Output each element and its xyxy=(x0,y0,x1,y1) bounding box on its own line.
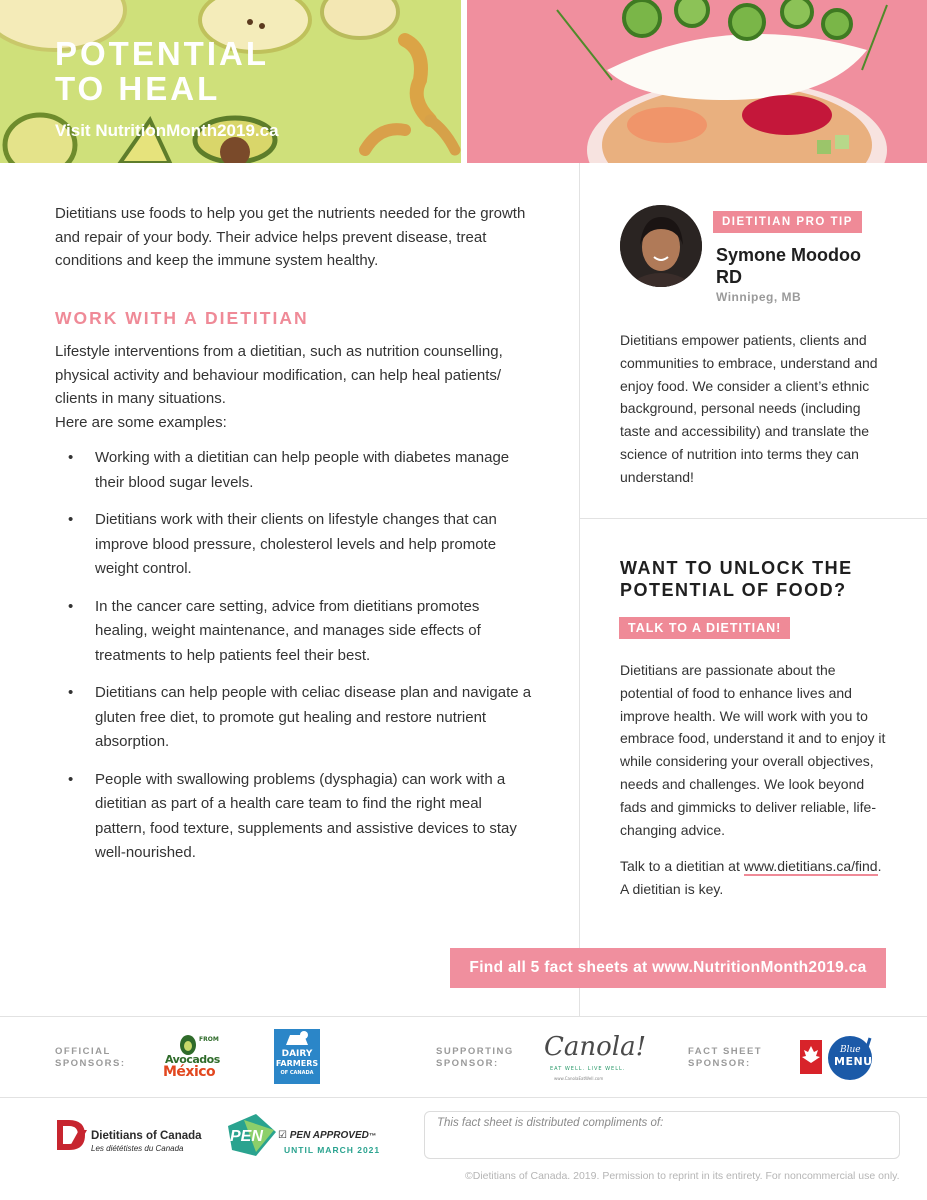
copyright-notice: ©Dietitians of Canada. 2019. Permission to reprint in its entirety. For noncommercial use only. xyxy=(465,1170,900,1182)
bullet-icon: • xyxy=(68,684,74,701)
work-section-paragraph: Lifestyle interventions from a dietitian, such as nutrition counselling, physical activity and behaviour modification, can help heal patients/ clients in many situations. xyxy=(55,343,503,407)
blue-menu-line-2: MENU xyxy=(834,1055,873,1068)
hero-banner xyxy=(0,0,927,163)
pen-logo xyxy=(226,1112,276,1163)
list-item xyxy=(55,595,535,669)
fact-sheet-sponsor-label-line-1: FACT SHEET xyxy=(688,1046,763,1057)
work-with-dietitian-heading: WORK WITH A DIETITIAN xyxy=(55,308,309,328)
pen-approved-label xyxy=(278,1130,376,1141)
list-item-text: People with swallowing problems (dysphagia) can work with a dietitian as part of a health care team to find the right meal pattern, food texture, supplements and assistive devices to stay well-nourished. xyxy=(95,770,517,861)
list-item xyxy=(55,446,535,495)
pc-blue-menu-logo xyxy=(800,1032,890,1082)
distributed-compliments-label: This fact sheet is distributed compliments of: xyxy=(437,1117,664,1129)
checkbox-icon: ☑ xyxy=(278,1130,287,1141)
pen-logo-text: PEN xyxy=(230,1128,263,1145)
banner-food-photo-bowl xyxy=(467,0,927,163)
official-sponsors-label-line-1: OFFICIAL xyxy=(55,1046,111,1057)
bullet-icon: • xyxy=(68,597,74,615)
pen-approved-text: PEN APPROVED xyxy=(289,1130,369,1141)
list-item xyxy=(55,508,535,582)
dietitian-is-key: A dietitian is key. xyxy=(620,880,724,897)
canola-logo-name: Canola! xyxy=(544,1032,647,1062)
dairy-logo-line-1: DAIRY xyxy=(281,1049,313,1059)
avocados-logo-line-2: México xyxy=(163,1064,216,1080)
supporting-sponsor-label xyxy=(436,1046,514,1070)
banner-title-line-2: TO HEAL xyxy=(55,70,221,107)
avatar xyxy=(620,205,702,287)
pro-tip-author-city: Winnipeg, MB xyxy=(716,290,802,304)
canola-logo-tagline: EAT WELL. LIVE WELL. xyxy=(550,1066,626,1072)
canola-logo-url: www.CanolaEatWell.com xyxy=(554,1076,604,1081)
pro-tip-body: Dietitians empower patients, clients and communities to embrace, understand and enjoy food. We consider a client’s ethnic background, personal needs (including taste and accessibility) and translate the science of nutrition into terms they can understand! xyxy=(620,332,878,485)
examples-list xyxy=(55,446,535,879)
list-item-text: In the cancer care setting, advice from dietitians promotes healing, weight maintenance, and manages side effects of treatments to help patients feel their best. xyxy=(95,597,481,664)
right-section-divider xyxy=(579,518,927,519)
pen-approved-until: UNTIL MARCH 2021 xyxy=(284,1145,381,1155)
portrait-photo xyxy=(620,205,702,287)
pro-tip-author-name: Symone Moodoo RD xyxy=(716,245,861,287)
distributed-compliments-box xyxy=(424,1111,900,1159)
banner-url-link[interactable]: Visit NutritionMonth2019.ca xyxy=(55,121,279,140)
dietitians-of-canada-french-name: Les diététistes du Canada xyxy=(91,1144,184,1153)
supporting-sponsor-label-line-2: SPONSOR: xyxy=(436,1058,499,1069)
fact-sheet-sponsor-label xyxy=(688,1046,762,1070)
list-item xyxy=(55,768,535,866)
dairy-logo-line-3: OF CANADA xyxy=(280,1070,314,1076)
talk-to-dietitian-line xyxy=(620,855,892,901)
work-section-examples-lead: Here are some examples: xyxy=(55,413,227,431)
unlock-body: Dietitians are passionate about the potential of food to enhance lives and improve health. We will work with you to embrace food, understand it and to enjoy it while considering your overall objectives, needs and challenges. We look beyond fads and gimmicks to deliver reliable, life-changing advice. xyxy=(620,662,886,838)
sponsors-top-divider xyxy=(0,1016,927,1017)
column-divider xyxy=(579,163,580,1016)
list-item xyxy=(55,681,535,755)
pen-approved-tm: ™ xyxy=(368,1133,376,1140)
dairy-logo-line-2: FARMERS xyxy=(275,1059,319,1068)
talk-to-dietitian-badge: TALK TO A DIETITIAN! xyxy=(619,617,790,639)
canola-eat-well-logo xyxy=(544,1032,647,1084)
talk-prefix: Talk to a dietitian at xyxy=(620,858,744,874)
list-item-text: Dietitians work with their clients on lifestyle changes that can improve blood pressure, cholesterol levels and help promote weight control. xyxy=(95,511,497,577)
intro-paragraph: Dietitians use foods to help you get the nutrients needed for the growth and repair of your body. Their advice helps prevent disease, treat conditions and keep the immune system healthy. xyxy=(55,205,526,269)
fact-sheets-cta-button[interactable]: Find all 5 fact sheets at www.NutritionMonth2019.ca xyxy=(450,948,886,988)
bullet-icon: • xyxy=(68,449,74,466)
dairy-farmers-logo xyxy=(274,1029,320,1084)
avocados-logo-line-1: Avocados xyxy=(165,1053,220,1066)
work-section-body xyxy=(55,340,535,434)
bullet-icon: • xyxy=(68,770,74,788)
banner-title-line-1: POTENTIAL xyxy=(55,35,269,72)
unlock-potential-heading: WANT TO UNLOCK THE POTENTIAL OF FOOD? xyxy=(620,558,853,600)
official-sponsors-label xyxy=(55,1046,126,1070)
list-item-text: Working with a dietitian can help people with diabetes manage their blood sugar levels. xyxy=(95,449,510,491)
cow-icon xyxy=(274,1029,320,1049)
banner-title xyxy=(55,36,269,106)
dietitians-of-canada-name: Dietitians of Canada xyxy=(91,1130,202,1142)
avocados-from-mexico-logo xyxy=(163,1033,229,1083)
dietitians-of-canada-icon xyxy=(55,1118,89,1152)
sponsors-bottom-divider xyxy=(0,1097,927,1098)
talk-suffix: . xyxy=(877,858,882,874)
pro-tip-badge: DIETITIAN PRO TIP xyxy=(713,211,862,233)
avocados-logo-from: FROM xyxy=(199,1036,219,1043)
bowl-illustration xyxy=(467,0,927,163)
supporting-sponsor-label-line-1: SUPPORTING xyxy=(436,1046,514,1057)
dietitians-find-link[interactable]: www.dietitians.ca/find xyxy=(743,858,878,874)
blue-menu-line-1: Blue xyxy=(840,1045,861,1055)
official-sponsors-label-line-2: SPONSORS: xyxy=(55,1058,126,1069)
fact-sheet-sponsor-label-line-2: SPONSOR: xyxy=(688,1058,751,1069)
bullet-icon: • xyxy=(68,511,74,528)
list-item-text: Dietitians can help people with celiac disease plan and navigate a gluten free diet, to promote gut healing and restore nutrient absorption. xyxy=(95,684,532,750)
